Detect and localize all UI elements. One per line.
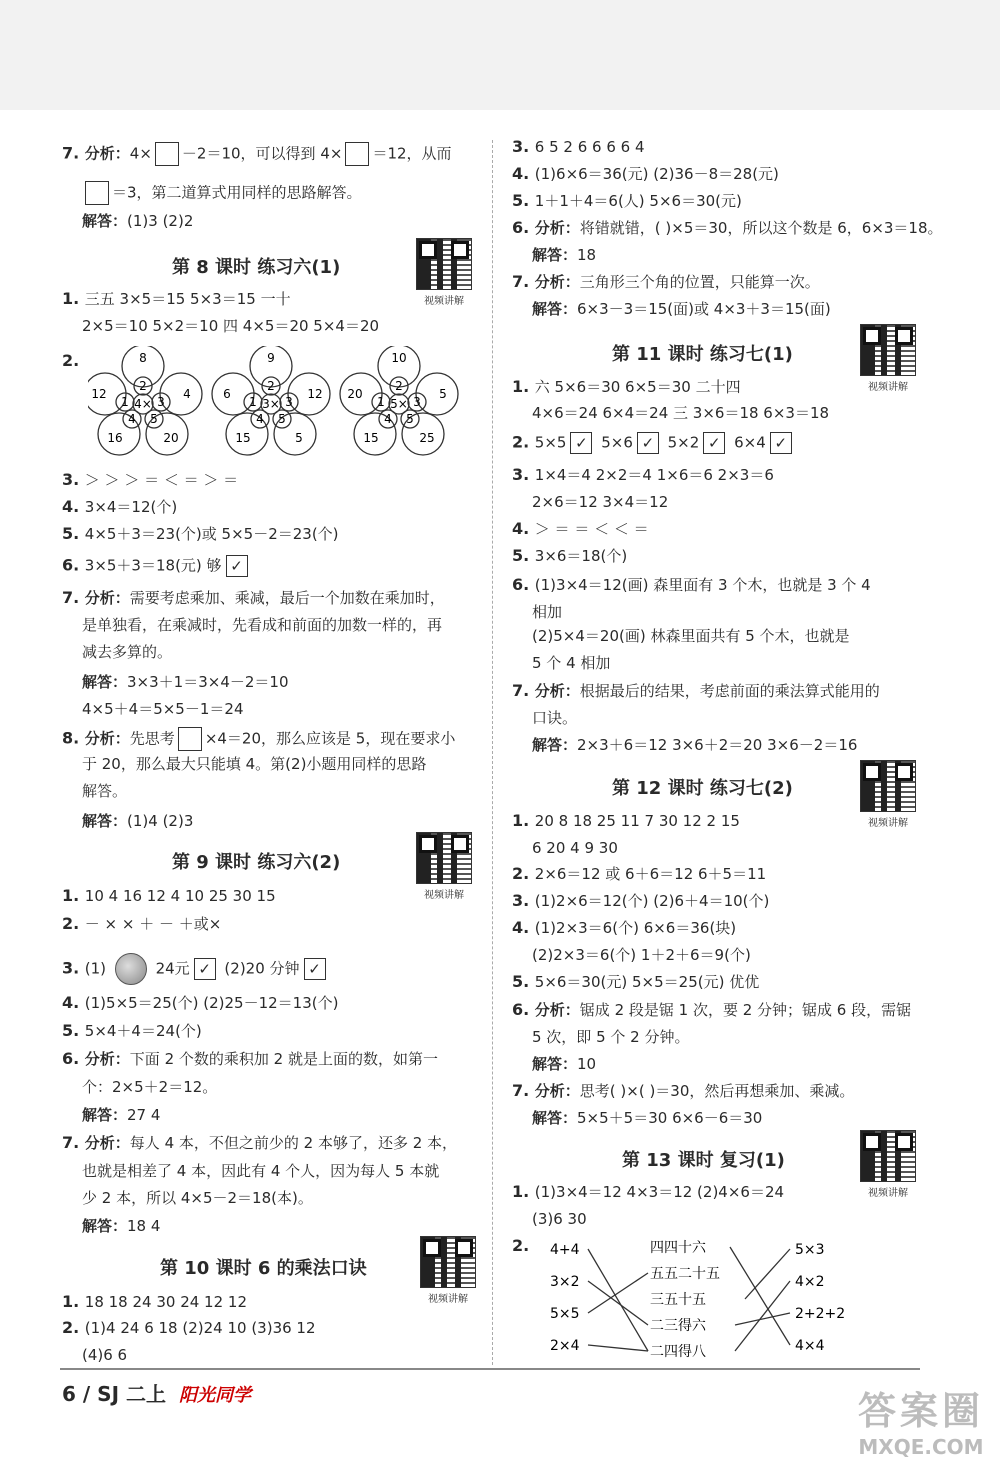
watermark-title: 答案圈: [857, 1389, 984, 1433]
right-line: 相加: [532, 603, 563, 621]
right-line: 5. 5×6＝30(元) 5×5＝25(元) 优优: [512, 972, 760, 991]
match-middle-item: 二三得六: [650, 1318, 706, 1334]
item-number: 6.: [512, 1000, 535, 1019]
right-line: 1. 20 8 18 25 11 7 30 12 2 15: [512, 811, 740, 830]
left-line: 2. (1)4 24 6 18 (2)24 10 (3)36 12: [62, 1318, 316, 1337]
right-line: 解答：6×3－3＝15(面)或 4×3＋3＝15(面): [532, 300, 831, 318]
match-line: [735, 1313, 790, 1325]
left-line: 1. 18 18 24 30 24 12 12: [62, 1292, 247, 1311]
left-line: 解答：18 4: [82, 1217, 161, 1235]
qr-label: 视频讲解: [424, 890, 464, 901]
right-line: 2×6＝12 3×4＝12: [532, 493, 669, 511]
item-number: 1.: [512, 377, 535, 396]
item-number: 2.: [512, 864, 535, 883]
check-icon: ✓: [570, 432, 592, 454]
answer-label: 解答：: [82, 212, 128, 230]
answer-label: 分析：: [84, 589, 130, 607]
item-number: 1.: [62, 1292, 85, 1311]
qr-code-lesson-13[interactable]: [860, 1130, 916, 1199]
check-icon: ✓: [194, 958, 216, 980]
item-number: 1.: [62, 886, 85, 905]
flower-right-number: 4: [183, 387, 191, 401]
answer-label: 分析：: [534, 1001, 580, 1019]
item-number: 1.: [512, 1182, 535, 1201]
blank-box: [345, 142, 369, 166]
heading-lesson-13: 第 13 课时 复习(1): [622, 1150, 785, 1171]
right-line: 口诀。: [532, 709, 578, 727]
qr-code-lesson-10[interactable]: [420, 1236, 476, 1305]
answer-label: 分析：: [84, 1050, 130, 1068]
item-number: 4.: [62, 497, 85, 516]
left-line: 4×5＋4＝5×5－1＝24: [82, 700, 244, 718]
right-line: 4. ＞ ＝ ＝ ＜ ＜ ＝: [512, 519, 649, 538]
match-middle-item: 四四十六: [650, 1240, 706, 1256]
left-line: 解答：(1)4 (2)3: [82, 812, 194, 830]
item-number: 1.: [512, 811, 535, 830]
item-number: 3.: [512, 465, 535, 484]
answer-label: 解答：: [82, 1106, 128, 1124]
left-line: (4)6 6: [82, 1346, 128, 1364]
right-line: 2. 5×5 ✓ 5×6 ✓ 5×2 ✓ 6×4 ✓: [512, 432, 796, 454]
left-line: 解答。: [82, 782, 128, 800]
item-number: 3.: [62, 958, 85, 978]
flower-right-number: 5: [439, 387, 447, 401]
flower-center-label: 5×: [390, 397, 408, 411]
right-line: 7. 分析：根据最后的结果，考虑前面的乘法算式能用的: [512, 681, 880, 700]
match-line: [588, 1249, 648, 1351]
qr-code-lesson-11[interactable]: [860, 324, 916, 393]
right-line: (2)5×4＝20(画) 林森里面共有 5 个木，也就是: [532, 627, 850, 645]
right-line: 1. (1)3×4＝12 4×3＝12 (2)4×6＝24: [512, 1182, 785, 1201]
blank-box: [155, 142, 179, 166]
right-line: 解答：18: [532, 246, 597, 264]
left-line: 2×5＝10 5×2＝10 四 4×5＝20 5×4＝20: [82, 317, 380, 335]
flower-bottom-left-number: 15: [235, 431, 251, 445]
left-line: ＝3，第二道算式用同样的思路解答。: [82, 181, 362, 205]
flower-ring-number: 4: [384, 412, 392, 426]
left-line: 2. － × × ＋ － ＋或×: [62, 914, 222, 933]
left-line: 3. ＞ ＞ ＞ ＝ ＜ ＝ ＞ ＝: [62, 470, 239, 489]
flower-left-number: 12: [91, 387, 107, 401]
match-right-item: 4×4: [795, 1338, 825, 1354]
answer-label: 分析：: [534, 273, 580, 291]
match-left-item: 2×4: [550, 1338, 580, 1354]
flower-bottom-left-number: 15: [363, 431, 379, 445]
flower-ring-number: 4: [256, 412, 264, 426]
answer-label: 解答：: [82, 1217, 128, 1235]
right-line: 3. (1)2×6＝12(个) (2)6＋4＝10(个): [512, 891, 770, 910]
left-line: 也就是相差了 4 本，因此有 4 个人，因为每人 5 本就: [82, 1162, 440, 1180]
item-number: 4.: [512, 918, 535, 937]
qr-label: 视频讲解: [868, 382, 908, 393]
match-middle-item: 五五二十五: [650, 1266, 720, 1282]
item-number: 2.: [512, 432, 535, 452]
flower-ring-number: 2: [267, 379, 275, 393]
item-number: 2.: [512, 1236, 530, 1255]
flower-ring-number: 1: [121, 395, 129, 409]
top-blank-band: [0, 0, 1000, 110]
flower-top-number: 9: [267, 351, 275, 365]
heading-lesson-11: 第 11 课时 练习七(1): [612, 344, 793, 365]
flower-left-number: 20: [347, 387, 363, 401]
answer-label: 分析：: [534, 682, 580, 700]
right-line: 4. (1)6×6＝36(元) (2)36－8＝28(元): [512, 164, 779, 183]
match-right-item: 5×3: [795, 1242, 825, 1258]
flower-ring-number: 5: [278, 412, 286, 426]
qr-label: 视频讲解: [868, 818, 908, 829]
right-line: 6. 分析：锯成 2 段是锯 1 次，要 2 分钟；锯成 6 段，需锯: [512, 1000, 912, 1019]
item-number: 3.: [512, 891, 535, 910]
item-number: 2.: [62, 351, 80, 370]
right-line: 4×6＝24 6×4＝24 三 3×6＝18 6×3＝18: [532, 404, 830, 422]
flower-bottom-right-number: 25: [419, 431, 435, 445]
left-line: 7. 分析：4× －2＝10，可以得到 4× ＝12，从而: [62, 142, 452, 166]
check-icon: ✓: [637, 432, 659, 454]
item-number: 5.: [512, 546, 535, 565]
left-line: 6. 分析：下面 2 个数的乘积加 2 就是上面的数，如第一: [62, 1049, 438, 1068]
heading-lesson-10: 第 10 课时 6 的乘法口诀: [160, 1258, 367, 1279]
qr-label: 视频讲解: [428, 1294, 468, 1305]
answer-label: 分析：: [84, 1134, 130, 1152]
qr-code-icon: [416, 238, 472, 290]
right-line: 解答：5×5＋5＝30 6×6－6＝30: [532, 1109, 763, 1127]
left-line: 解答：3×3＋1＝3×4－2＝10: [82, 673, 289, 691]
qr-label: 视频讲解: [868, 1188, 908, 1199]
flower-center-label: 4×: [134, 397, 152, 411]
qr-code-icon: [860, 1130, 916, 1182]
match-line: [588, 1281, 648, 1325]
qr-code-icon: [420, 1236, 476, 1288]
flower-bottom-right-number: 20: [163, 431, 179, 445]
left-line: 4. 3×4＝12(个): [62, 497, 178, 516]
answer-label: 解答：: [532, 1055, 578, 1073]
answer-label: 解答：: [532, 736, 578, 754]
check-icon: ✓: [770, 432, 792, 454]
item-number: 7.: [62, 1133, 85, 1152]
right-line: 5 个 4 相加: [532, 654, 611, 672]
flower-right-number: 12: [307, 387, 323, 401]
qr-code-lesson-8[interactable]: [416, 238, 472, 307]
flower-ring-number: 1: [377, 395, 385, 409]
item-number: 2.: [62, 914, 85, 933]
left-line: 5. 4×5＋3＝23(个)或 5×5－2＝23(个): [62, 524, 339, 543]
answer-label: 解答：: [82, 812, 128, 830]
item-number: 5.: [62, 524, 85, 543]
item-number: 6.: [62, 555, 85, 575]
answer-label: 分析：: [84, 729, 130, 748]
match-left-item: 3×2: [550, 1274, 580, 1290]
flower-diagrams: [88, 346, 468, 464]
item-number: 7.: [512, 681, 535, 700]
answer-label: 分析：: [84, 144, 130, 163]
page-number: 6: [62, 1382, 76, 1406]
left-line: 6. 3×5＋3＝18(元) 够 ✓: [62, 555, 252, 577]
item-number: 4.: [512, 519, 535, 538]
right-line: 7. 分析：三角形三个角的位置，只能算一次。: [512, 272, 820, 291]
left-line: 于 20，那么最大只能填 4。第(2)小题用同样的思路: [82, 755, 427, 773]
ball-icon: [115, 953, 147, 985]
match-middle-item: 二四得八: [650, 1344, 706, 1360]
item-number: 6.: [62, 1049, 85, 1068]
right-line: 2. 2×6＝12 或 6＋6＝12 6＋5＝11: [512, 864, 767, 883]
left-line: [62, 351, 79, 371]
qr-code-lesson-9[interactable]: [416, 832, 472, 901]
right-line: 4. (1)2×3＝6(个) 6×6＝36(块): [512, 918, 737, 937]
right-line: [512, 1236, 529, 1256]
flower-center-label: 3×: [262, 397, 280, 411]
item-number: 3.: [62, 470, 85, 489]
item-number: 4.: [62, 993, 85, 1012]
flower-ring-number: 2: [395, 379, 403, 393]
answer-label: 解答：: [532, 246, 578, 264]
heading-lesson-8: 第 8 课时 练习六(1): [172, 257, 341, 278]
item-number: 2.: [62, 1318, 85, 1337]
qr-code-icon: [416, 832, 472, 884]
blank-box: [178, 727, 202, 751]
check-icon: ✓: [703, 432, 725, 454]
column-divider: [492, 140, 493, 1365]
left-line: 3. (1) 24元 ✓ (2)20 分钟 ✓: [62, 953, 330, 985]
left-line: 是单独看，在乘减时，先看成和前面的加数一样的，再: [82, 616, 443, 634]
answer-label: 解答：: [82, 673, 128, 691]
right-line: 6 20 4 9 30: [532, 839, 618, 857]
answer-label: 分析：: [534, 219, 580, 237]
footer-rule: [60, 1368, 920, 1370]
answer-label: 解答：: [532, 1109, 578, 1127]
match-right-item: 2+2+2: [795, 1306, 846, 1322]
right-line: 6. 分析：将错就错，( )×5＝30，所以这个数是 6，6×3＝18。: [512, 218, 943, 237]
left-line: 解答：27 4: [82, 1106, 161, 1124]
match-middle-item: 三五十五: [650, 1292, 706, 1308]
watermark-url: MXQE.COM: [858, 1435, 984, 1459]
right-line: 6. (1)3×4＝12(画) 森里面有 3 个木，也就是 3 个 4: [512, 575, 871, 594]
match-line: [735, 1281, 790, 1351]
item-number: 3.: [512, 137, 535, 156]
left-line: 解答：(1)3 (2)2: [82, 212, 194, 230]
right-line: 3. 6 5 2 6 6 6 6 4: [512, 137, 645, 156]
right-line: (3)6 30: [532, 1210, 587, 1228]
left-line: 个：2×5＋2＝12。: [82, 1078, 218, 1096]
item-number: 8.: [62, 728, 85, 748]
answer-label: 分析：: [534, 1082, 580, 1100]
right-line: 1. 六 5×6＝30 6×5＝30 二十四: [512, 377, 741, 396]
right-line: 5 次，即 5 个 2 分钟。: [532, 1028, 690, 1046]
item-number: 6.: [512, 575, 535, 594]
match-line: [745, 1249, 790, 1299]
right-line: 解答：10: [532, 1055, 597, 1073]
heading-lesson-12: 第 12 课时 练习七(2): [612, 778, 793, 799]
flower-ring-number: 4: [128, 412, 136, 426]
qr-label: 视频讲解: [424, 296, 464, 307]
left-line: 减去多算的。: [82, 643, 173, 661]
right-line: 解答：2×3＋6＝12 3×6＋2＝20 3×6－2＝16: [532, 736, 858, 754]
left-line: 7. 分析：需要考虑乘加、乘减，最后一个加数在乘加时，: [62, 588, 445, 607]
flower-top-number: 8: [139, 351, 147, 365]
match-line: [730, 1247, 790, 1345]
right-line: (2)2×3＝6(个) 1＋2＋6＝9(个): [532, 946, 751, 964]
brand-logo: 阳光同学: [178, 1385, 251, 1406]
match-left-item: 5×5: [550, 1306, 580, 1322]
flower-ring-number: 3: [157, 395, 165, 409]
item-number: 5.: [62, 1021, 85, 1040]
item-number: 1.: [62, 289, 85, 308]
flower-bottom-right-number: 5: [295, 431, 303, 445]
check-icon: ✓: [304, 958, 326, 980]
flower-ring-number: 3: [285, 395, 293, 409]
match-line: [588, 1345, 648, 1351]
left-line: 7. 分析：每人 4 本，不但之前少的 2 本够了，还多 2 本，: [62, 1133, 458, 1152]
left-line: 5. 5×4＋4＝24(个): [62, 1021, 202, 1040]
flower-ring-number: 5: [406, 412, 414, 426]
match-line: [588, 1273, 648, 1313]
right-line: 5. 1＋1＋4＝6(人) 5×6＝30(元): [512, 191, 742, 210]
qr-code-icon: [860, 760, 916, 812]
left-line: 1. 三五 3×5＝15 5×3＝15 一十: [62, 289, 291, 308]
blank-box: [85, 181, 109, 205]
match-left-item: 4+4: [550, 1242, 580, 1258]
item-number: 7.: [512, 272, 535, 291]
answer-label: 解答：: [532, 300, 578, 318]
site-watermark: [858, 1380, 984, 1459]
flower-left-number: 6: [223, 387, 231, 401]
heading-lesson-9: 第 9 课时 练习六(2): [172, 852, 341, 873]
left-line: 少 2 本，所以 4×5－2＝18(本)。: [82, 1189, 313, 1207]
right-line: 7. 分析：思考( )×( )＝30，然后再想乘加、乘减。: [512, 1081, 855, 1100]
item-number: 7.: [62, 588, 85, 607]
page-footer: 6 / SJ 二上 阳光同学: [62, 1382, 251, 1406]
qr-code-lesson-12[interactable]: [860, 760, 916, 829]
qr-code-icon: [860, 324, 916, 376]
item-number: 5.: [512, 191, 535, 210]
left-line: 1. 10 4 16 12 4 10 25 30 15: [62, 886, 276, 905]
match-right-item: 4×2: [795, 1274, 825, 1290]
item-number: 7.: [62, 143, 85, 163]
item-number: 7.: [512, 1081, 535, 1100]
item-number: 6.: [512, 218, 535, 237]
flower-ring-number: 5: [150, 412, 158, 426]
book-code: SJ 二上: [97, 1382, 166, 1406]
right-line: 5. 3×6＝18(个): [512, 546, 628, 565]
flower-ring-number: 1: [249, 395, 257, 409]
check-icon: ✓: [226, 555, 248, 577]
flower-bottom-left-number: 16: [107, 431, 123, 445]
left-line: 8. 分析：先思考 ×4＝20，那么应该是 5，现在要求小: [62, 727, 455, 751]
right-line: 3. 1×4＝4 2×2＝4 1×6＝6 2×3＝6: [512, 465, 774, 484]
item-number: 5.: [512, 972, 535, 991]
flower-top-number: 10: [391, 351, 407, 365]
matching-diagram: [540, 1236, 860, 1366]
item-number: 4.: [512, 164, 535, 183]
left-line: 4. (1)5×5＝25(个) (2)25－12＝13(个): [62, 993, 339, 1012]
flower-ring-number: 2: [139, 379, 147, 393]
flower-ring-number: 3: [413, 395, 421, 409]
